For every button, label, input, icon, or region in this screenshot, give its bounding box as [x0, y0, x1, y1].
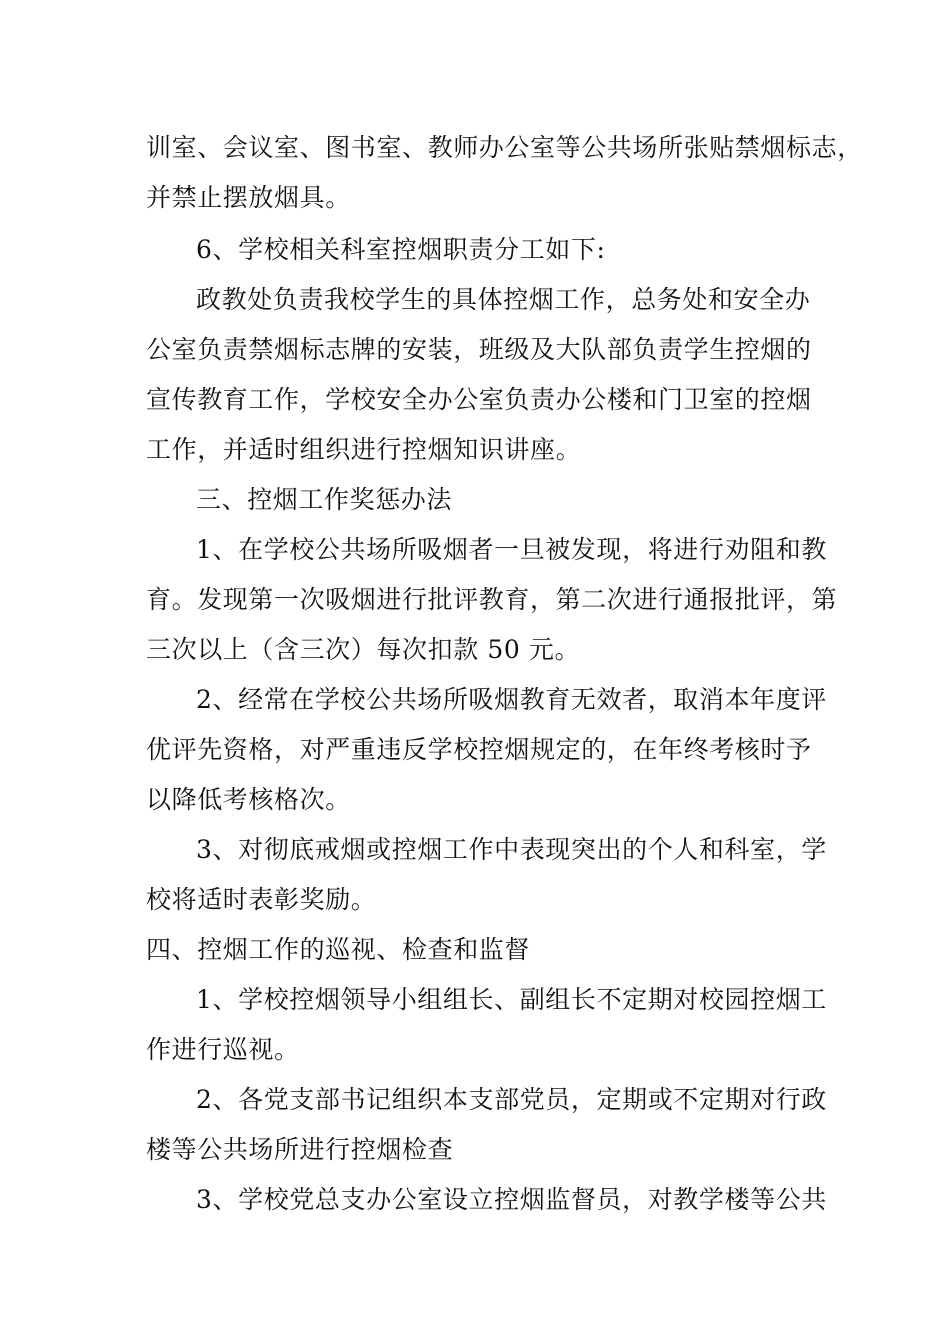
text-line: 作进行巡视。: [146, 1035, 300, 1064]
text-line: 3、学校党总支办公室设立控烟监督员，对教学楼等公共: [196, 1185, 827, 1214]
text-line: 政教处负责我校学生的具体控烟工作，总务处和安全办: [196, 285, 811, 314]
text-line: 并禁止摆放烟具。: [146, 183, 351, 212]
section-heading: 四、控烟工作的巡视、检查和监督: [146, 935, 531, 964]
text-line: 公室负责禁烟标志牌的安装，班级及大队部负责学生控烟的: [146, 335, 812, 364]
text-line: 三次以上（含三次）每次扣款 50 元。: [146, 635, 581, 664]
text-line: 育。发现第一次吸烟进行批评教育，第二次进行通报批评，第: [146, 585, 838, 614]
text-line: 2、各党支部书记组织本支部党员，定期或不定期对行政: [196, 1085, 827, 1114]
section-heading: 三、控烟工作奖惩办法: [196, 485, 453, 514]
text-line: 楼等公共场所进行控烟检查: [146, 1135, 454, 1164]
text-line: 6、学校相关科室控烟职责分工如下:: [196, 235, 606, 264]
text-line: 训室、会议室、图书室、教师办公室等公共场所张贴禁烟标志，: [146, 133, 863, 162]
text-line: 3、对彻底戒烟或控烟工作中表现突出的个人和科室，学: [196, 835, 827, 864]
text-line: 1、在学校公共场所吸烟者一旦被发现，将进行劝阻和教: [196, 535, 827, 564]
text-line: 优评先资格，对严重违反学校控烟规定的，在年终考核时予: [146, 735, 812, 764]
text-line: 1、学校控烟领导小组组长、副组长不定期对校园控烟工: [196, 985, 827, 1014]
text-line: 校将适时表彰奖励。: [146, 885, 377, 914]
text-line: 以降低考核格次。: [146, 785, 351, 814]
text-line: 2、经常在学校公共场所吸烟教育无效者，取消本年度评: [196, 685, 827, 714]
text-line: 宣传教育工作，学校安全办公室负责办公楼和门卫室的控烟: [146, 385, 812, 414]
text-line: 工作，并适时组织进行控烟知识讲座。: [146, 435, 582, 464]
